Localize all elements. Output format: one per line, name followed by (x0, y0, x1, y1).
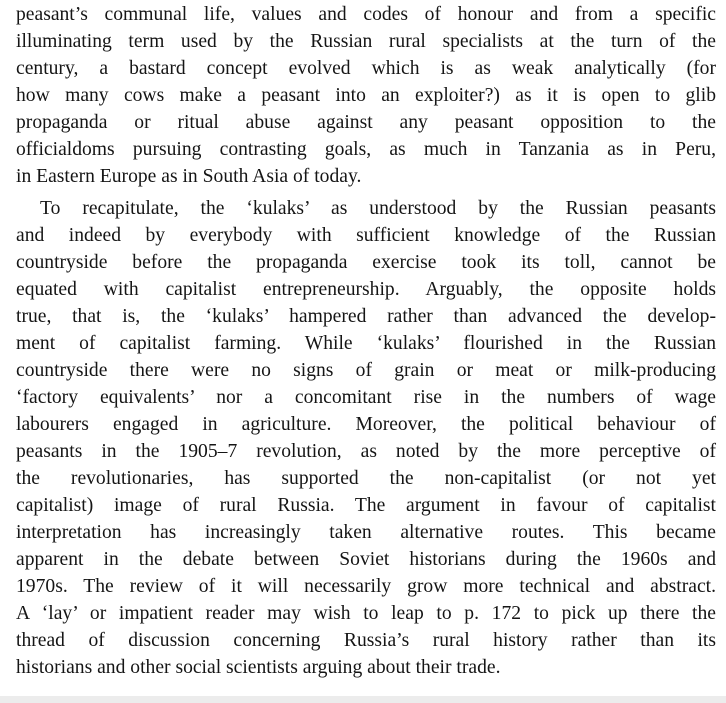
paragraph-2-line-1: To recapitulate, the ‘kulaks’ as understood by the Russian peasants (40, 198, 716, 219)
paragraph-1-line-5: propaganda or ritual abuse against any peasant opposition to the (16, 112, 716, 133)
paragraph-2-line-5: true, that is, the ‘kulaks’ hampered rather than advanced the develop- (16, 306, 716, 327)
paragraph-2-line-13: interpretation has increasingly taken alternative routes. This became (16, 522, 716, 543)
paragraph-2-line-9: labourers engaged in agriculture. Moreover, the political behaviour of (16, 414, 716, 435)
paragraph-1-line-3: century, a bastard concept evolved which is as weak analytically (for (16, 58, 716, 79)
paragraph-2-line-16: A ‘lay’ or impatient reader may wish to leap to p. 172 to pick up there the (16, 603, 716, 624)
paragraph-2-line-14: apparent in the debate between Soviet historians during the 1960s and (16, 549, 716, 570)
paragraph-1-line-6: officialdoms pursuing contrasting goals, as much in Tanzania as in Peru, (16, 139, 716, 160)
paragraph-2-line-18: historians and other social scientists arguing about their trade. (16, 657, 501, 678)
paragraph-2-line-15: 1970s. The review of it will necessarily grow more technical and abstract. (16, 576, 716, 597)
paragraph-2-line-2: and indeed by everybody with sufficient knowledge of the Russian (16, 225, 716, 246)
paragraph-2-line-12: capitalist) image of rural Russia. The argument in favour of capitalist (16, 495, 716, 516)
paragraph-2-line-4: equated with capitalist entrepreneurship. Arguably, the opposite holds (16, 279, 716, 300)
paragraph-2-line-10: peasants in the 1905–7 revolution, as noted by the more perceptive of (16, 441, 716, 462)
paragraph-2-line-3: countryside before the propaganda exercise took its toll, cannot be (16, 252, 716, 273)
paragraph-2-line-6: ment of capitalist farming. While ‘kulaks’ flourished in the Russian (16, 333, 716, 354)
paragraph-2-line-17: thread of discussion concerning Russia’s rural history rather than its (16, 630, 716, 651)
paragraph-2-line-8: ‘factory equivalents’ nor a concomitant rise in the numbers of wage (16, 387, 716, 408)
paragraph-2-line-7: countryside there were no signs of grain or meat or milk-producing (16, 360, 716, 381)
paragraph-1-line-4: how many cows make a peasant into an exploiter?) as it is open to glib (16, 85, 716, 106)
paragraph-1-line-2: illuminating term used by the Russian rural specialists at the turn of the (16, 31, 716, 52)
paragraph-1-line-7: in Eastern Europe as in South Asia of today. (16, 166, 362, 187)
paragraph-1-line-1: peasant’s communal life, values and codes of honour and from a specific (16, 4, 716, 25)
paragraph-2-line-11: the revolutionaries, has supported the non-capitalist (or not yet (16, 468, 716, 489)
page-bottom-edge (0, 696, 726, 703)
